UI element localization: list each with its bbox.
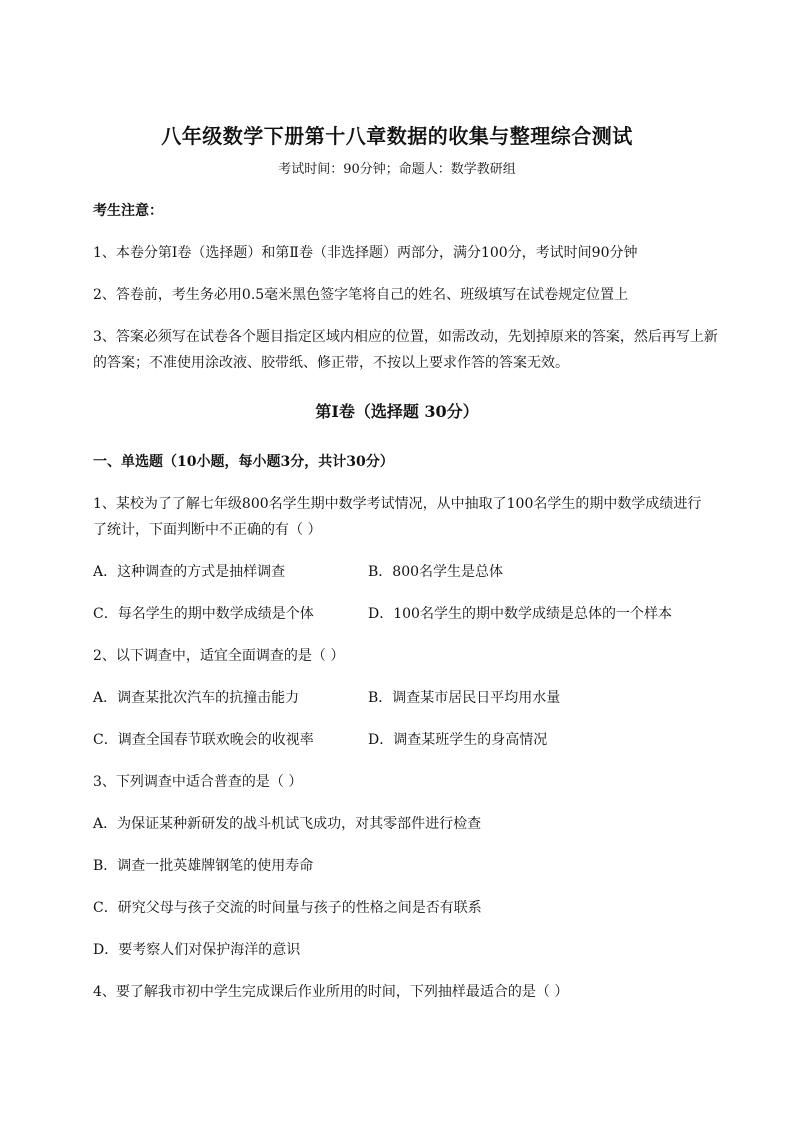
question-2-option-a: A．调查某批次汽车的抗撞击能力 — [93, 690, 300, 706]
notice-heading: 考生注意： — [93, 203, 163, 219]
notice-item: 2、答卷前，考生务必用0.5毫米黑色签字笔将自己的姓名、班级填写在试卷规定位置上 — [93, 287, 629, 303]
question-3-option-b: B．调查一批英雄牌钢笔的使用寿命 — [93, 858, 314, 874]
notice-item: 1、本卷分第I卷（选择题）和第Ⅱ卷（非选择题）两部分，满分100分，考试时间90分钟 — [93, 245, 638, 261]
question-3-stem: 3、下列调查中适合普查的是（ ） — [93, 774, 303, 790]
question-2-option-d: D．调查某班学生的身高情况 — [368, 732, 548, 748]
question-1-option-d: D．100名学生的期中数学成绩是总体的一个样本 — [368, 606, 672, 622]
question-2-option-c: C．调查全国春节联欢晚会的收视率 — [93, 732, 314, 748]
question-1-option-c: C．每名学生的期中数学成绩是个体 — [93, 606, 314, 622]
section-title: 第I卷（选择题 30分） — [315, 402, 479, 421]
question-3-option-c: C．研究父母与孩子交流的时间量与孩子的性格之间是否有联系 — [93, 900, 482, 916]
question-4-stem: 4、要了解我市初中学生完成课后作业所用的时间，下列抽样最适合的是（ ） — [93, 984, 569, 1000]
question-2-stem: 2、以下调查中，适宜全面调查的是（ ） — [93, 648, 345, 664]
question-3-option-a: A．为保证某种新研发的战斗机试飞成功，对其零部件进行检查 — [93, 816, 482, 832]
question-1-stem: 了统计，下面判断中不正确的有（ ） — [93, 522, 322, 538]
exam-info: 考试时间：90分钟；命题人：数学教研组 — [278, 162, 516, 177]
part-heading: 一、单选题（10小题，每小题3分，共计30分） — [93, 454, 394, 470]
page-title: 八年级数学下册第十八章数据的收集与整理综合测试 — [161, 124, 633, 148]
question-1-stem: 1、某校为了了解七年级800名学生期中数学考试情况，从中抽取了100名学生的期中数学成绩进行 — [93, 496, 702, 512]
question-3-option-d: D．要考察人们对保护海洋的意识 — [93, 942, 301, 958]
question-1-option-b: B．800名学生是总体 — [368, 564, 504, 580]
question-2-option-b: B．调查某市居民日平均用水量 — [368, 690, 561, 706]
notice-item: 3、答案必须写在试卷各个题目指定区域内相应的位置，如需改动，先划掉原来的答案，然后再写上新 — [93, 329, 718, 345]
notice-item: 的答案；不准使用涂改液、胶带纸、修正带，不按以上要求作答的答案无效。 — [93, 355, 569, 371]
question-1-option-a: A．这种调查的方式是抽样调查 — [93, 564, 286, 580]
